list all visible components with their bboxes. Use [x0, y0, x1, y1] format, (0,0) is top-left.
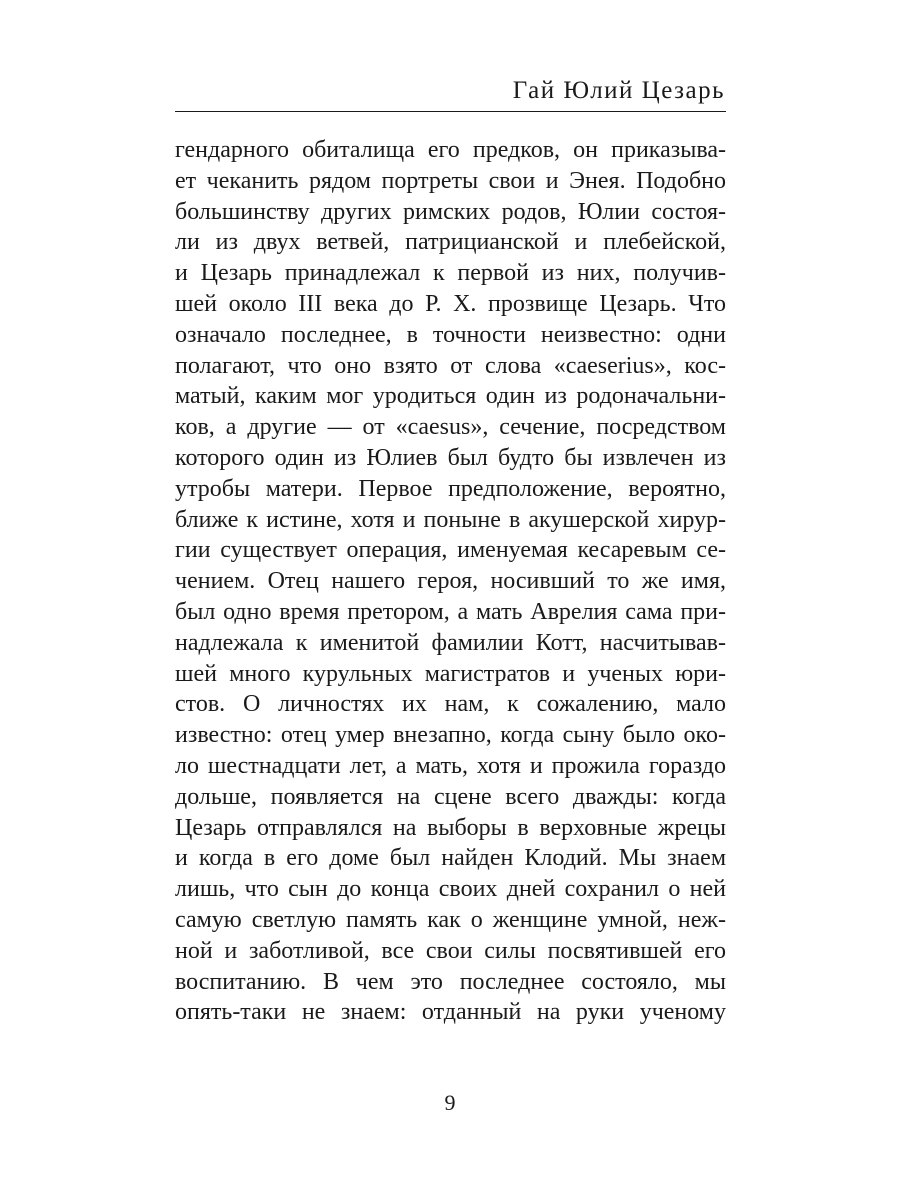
- header-rule: [175, 111, 726, 112]
- text-line: означало последнее, в точности неизвестно: одни: [175, 321, 726, 348]
- text-line: матый, каким мог уродиться один из родоначальни-: [175, 383, 726, 410]
- text-line: надлежала к именитой фамилии Котт, насчитывав-: [175, 629, 726, 656]
- page-number: 9: [444, 1090, 456, 1115]
- text-line: и когда в его доме был найден Клодий. Мы знаем: [175, 845, 726, 872]
- text-line: полагают, что оно взято от слова «caeserius», кос-: [175, 352, 726, 379]
- text-line: которого один из Юлиев был будто бы извлечен из: [175, 444, 726, 471]
- text-line: ет чеканить рядом портреты свои и Энея. Подобно: [175, 167, 726, 194]
- text-line: большинству других римских родов, Юлии состоя-: [175, 198, 726, 225]
- text-line: ков, а другие — от «caesus», сечение, посредством: [175, 414, 726, 441]
- text-line: Цезарь отправлялся на выборы в верховные жрецы: [175, 814, 726, 841]
- text-line: ли из двух ветвей, патрицианской и плебейской,: [175, 229, 726, 256]
- text-line: гии существует операция, именуемая кесаревым се-: [175, 537, 726, 564]
- body-text: [175, 135, 726, 1028]
- text-line: гендарного обиталища его предков, он приказыва-: [175, 137, 726, 163]
- text-line: утробы матери. Первое предположение, вероятно,: [175, 475, 726, 502]
- text-line: воспитанию. В чем это последнее состояло, мы: [175, 968, 726, 995]
- text-line: известно: отец умер внезапно, когда сыну было око-: [175, 722, 726, 749]
- text-line: опять-таки не знаем: отданный на руки ученому: [175, 999, 726, 1026]
- text-line: самую светлую память как о женщине умной, неж-: [175, 906, 726, 933]
- text-line: и Цезарь принадлежал к первой из них, получив-: [175, 260, 726, 287]
- text-line: ближе к истине, хотя и поныне в акушерской хирур-: [175, 506, 726, 533]
- running-title: Гай Юлий Цезарь: [512, 77, 725, 104]
- text-line: дольше, появляется на сцене всего дважды: когда: [175, 783, 726, 810]
- text-line: ло шестнадцати лет, а мать, хотя и прожила гораздо: [175, 752, 726, 779]
- text-line: шей много курульных магистратов и ученых юри-: [175, 660, 726, 687]
- text-line: ной и заботливой, все свои силы посвятившей его: [175, 937, 726, 964]
- text-line: стов. О личностях их нам, к сожалению, мало: [175, 691, 726, 718]
- text-line: шей около III века до Р. Х. прозвище Цезарь. Что: [175, 290, 726, 317]
- text-line: лишь, что сын до конца своих дней сохранил о ней: [175, 876, 726, 903]
- text-line: чением. Отец нашего героя, носивший то же имя,: [175, 568, 726, 595]
- text-line: был одно время претором, а мать Аврелия сама при-: [175, 598, 726, 625]
